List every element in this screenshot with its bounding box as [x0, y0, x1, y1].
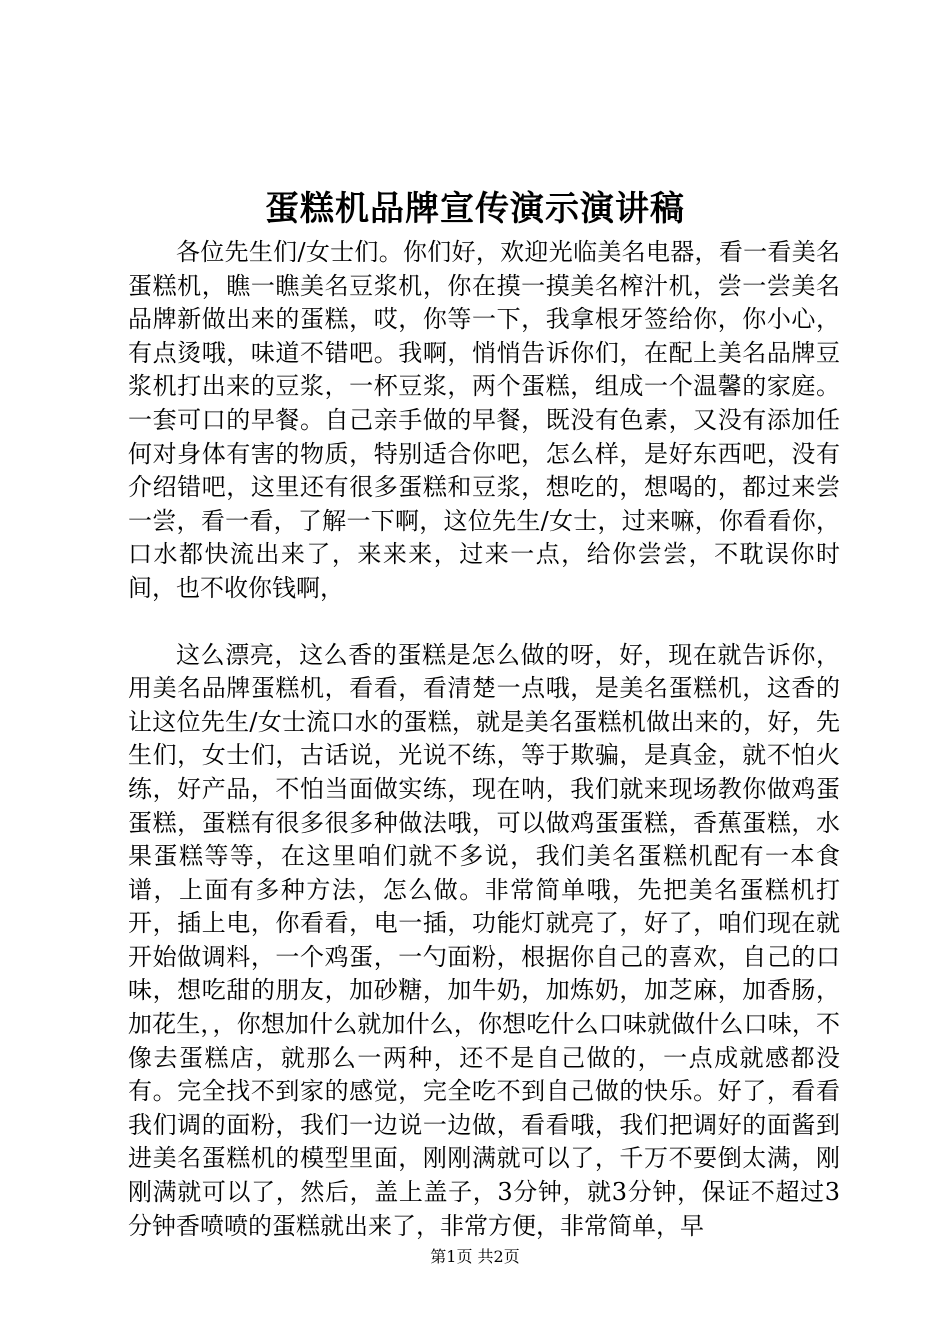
- paragraph-intro: 各位先生们/女士们。你们好，欢迎光临美名电器，看一看美名蛋糕机，瞧一瞧美名豆浆机，你在摸一摸美名榨汁机，尝一尝美名品牌新做出来的蛋糕，哎，你等一下，我拿根牙签给你，你小心，有点烫哦，味道不错吧。我啊，悄悄告诉你们，在配上美名品牌豆浆机打出来的豆浆，一杯豆浆，两个蛋糕，组成一个温馨的家庭。一套可口的早餐。自己亲手做的早餐，既没有色素，又没有添加任何对身体有害的物质，特别适合你吧，怎么样，是好东西吧，没有介绍错吧，这里还有很多蛋糕和豆浆，想吃的，想喝的，都过来尝一尝，看一看，了解一下啊，这位先生/女士，过来嘛，你看看你，口水都快流出来了，来来来，过来一点，给你尝尝，不耽误你时间，也不收你钱啊，: [128, 238, 840, 602]
- page-number-footer: 第1页 共2页: [430, 1247, 520, 1266]
- paragraph-spacer: [128, 606, 840, 639]
- page-title: 蛋糕机品牌宣传演示演讲稿: [265, 189, 685, 229]
- paragraph-demo: 这么漂亮，这么香的蛋糕是怎么做的呀，好，现在就告诉你，用美名品牌蛋糕机，看看，看清楚一点哦，是美名蛋糕机，这香的让这位先生/女士流口水的蛋糕，就是美名蛋糕机做出来的，好，先生们，女士们，古话说，光说不练，等于欺骗，是真金，就不怕火练，好产品，不怕当面做实练，现在呐，我们就来现场教你做鸡蛋蛋糕，蛋糕有很多很多种做法哦，可以做鸡蛋蛋糕，香蕉蛋糕，水果蛋糕等等，在这里咱们就不多说，我们美名蛋糕机配有一本食谱，上面有多种方法，怎么做。非常简单哦，先把美名蛋糕机打开，插上电，你看看，电一插，功能灯就亮了，好了，咱们现在就开始做调料，一个鸡蛋，一勺面粉，根据你自己的喜欢，自己的口味，想吃甜的朋友，加砂糖，加牛奶，加炼奶，加芝麻，加香肠，加花生，，你想加什么就加什么，你想吃什么口味就做什么口味，不像去蛋糕店，就那么一两种，还不是自己做的，一点成就感都没有。完全找不到家的感觉，完全吃不到自己做的快乐。好了，看看我们调的面粉，我们一边说一边做，看看哦，我们把调好的面酱到进美名蛋糕机的模型里面，刚刚满就可以了，千万不要倒太满，刚刚满就可以了，然后，盖上盖子，3分钟，就3分钟，保证不超过3分钟香喷喷的蛋糕就出来了，非常方便，非常简单，早: [128, 640, 840, 1240]
- document-body: [128, 236, 840, 1243]
